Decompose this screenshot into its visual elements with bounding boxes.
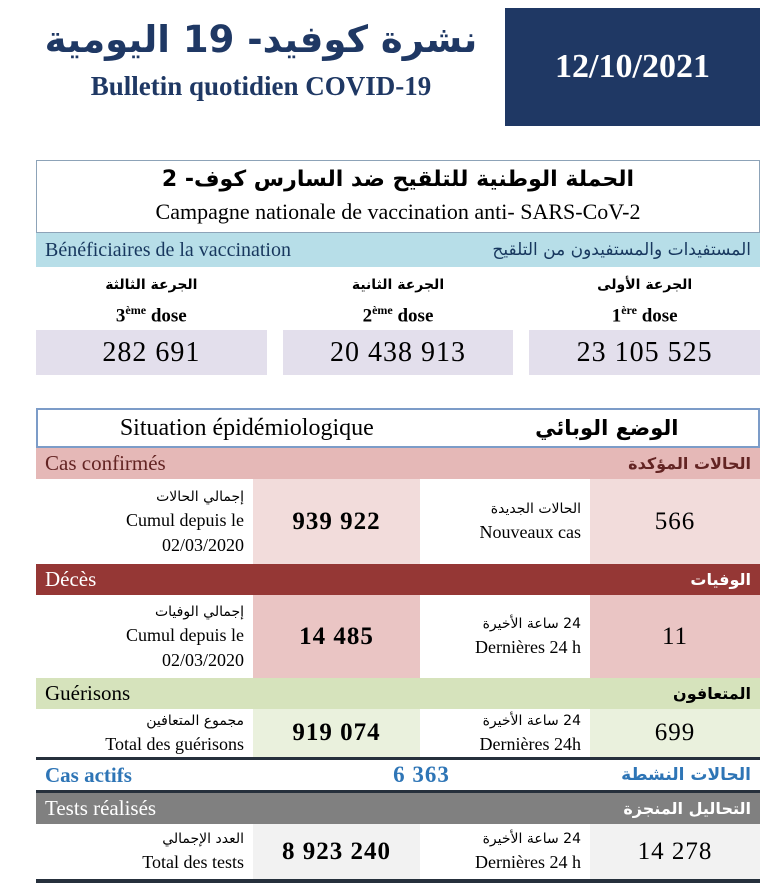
dose-headers (36, 273, 760, 327)
dose3-label-french: 3ème dose (115, 303, 187, 327)
deaths-band-label-arabic: الوفيات (690, 570, 751, 589)
active-value: 6 363 (393, 762, 450, 787)
deaths-total-label: إجمالي الوفيات Cumul depuis le 02/03/2020 (36, 595, 253, 678)
dose2-header (283, 273, 514, 329)
confirmed-band-label-french: Cas confirmés (45, 451, 166, 475)
active-label-arabic: الحالات النشطة (621, 765, 751, 785)
recovered-new-label: 24 ساعة الأخيرة Dernières 24h (420, 709, 590, 757)
epidemiology-section (36, 408, 760, 883)
vaccination-title-french: Campagne nationale de vaccination anti- SARS-CoV-2 (155, 199, 641, 224)
beneficiaries-label-french: Bénéficiaires de la vaccination (45, 238, 291, 261)
deaths-band (36, 564, 760, 595)
dose2-value: 20 438 913 (283, 330, 514, 375)
confirmed-band (36, 448, 760, 479)
tests-total-value: 8 923 240 (253, 824, 420, 879)
confirmed-new-label: الحالات الجديدة Nouveaux cas (420, 479, 590, 564)
situation-title-french: Situation épidémiologique (119, 414, 374, 441)
tests-band (36, 793, 760, 824)
dose-values (36, 330, 760, 375)
dose1-label-french: 1ère dose (611, 303, 678, 327)
dose1-value: 23 105 525 (529, 330, 760, 375)
confirmed-band-label-arabic: الحالات المؤكدة (628, 454, 751, 473)
bulletin-title-french: Bulletin quotidien COVID-19 (90, 71, 432, 102)
beneficiaries-band (36, 233, 760, 267)
tests-new-label: 24 ساعة الأخيرة Dernières 24 h (420, 824, 590, 879)
active-cases-row (36, 760, 760, 790)
dose1-header (529, 273, 760, 329)
tests-total-label: العدد الإجمالي Total des tests (36, 824, 253, 879)
recovered-total-label: مجموع المتعافين Total des guérisons (36, 709, 253, 757)
recovered-total-value: 919 074 (253, 709, 420, 757)
bulletin-date: 12/10/2021 (555, 48, 710, 85)
deaths-total-value: 14 485 (253, 595, 420, 678)
deaths-band-label-french: Décès (45, 567, 97, 591)
confirmed-new-value: 566 (590, 479, 760, 564)
tests-new-value: 14 278 (590, 824, 760, 879)
dose3-value: 282 691 (36, 330, 267, 375)
tests-band-label-arabic: التحاليل المنجزة (623, 799, 751, 818)
situation-title-box (36, 408, 760, 448)
active-label-french: Cas actifs (45, 762, 132, 787)
confirmed-row (36, 479, 760, 564)
vaccination-title-arabic: الحملة الوطنية للتلقيح ضد السارس كوف- 2 (161, 167, 635, 192)
confirmed-total-label: إجمالي الحالات Cumul depuis le 02/03/2020 (36, 479, 253, 564)
bulletin-header (0, 0, 768, 128)
confirmed-total-value: 939 922 (253, 479, 420, 564)
bottom-divider (36, 879, 760, 883)
tests-band-label-french: Tests réalisés (45, 796, 157, 820)
tests-row (36, 824, 760, 879)
recovered-band (36, 678, 760, 709)
date-badge (505, 8, 760, 126)
vaccination-title-box (36, 160, 760, 233)
dose3-header (36, 273, 267, 329)
dose2-label-arabic: الجرعة الثانية (351, 277, 445, 293)
situation-title-arabic: الوضع الوبائي (535, 416, 679, 440)
deaths-row (36, 595, 760, 678)
recovered-band-label-french: Guérisons (45, 681, 131, 705)
dose2-label-french: 2ème dose (362, 303, 434, 327)
recovered-band-label-arabic: المتعافون (673, 684, 751, 703)
dose1-label-arabic: الجرعة الأولى (597, 277, 693, 293)
dose3-label-arabic: الجرعة الثالثة (105, 277, 198, 293)
title-block (30, 8, 492, 102)
bulletin-title-arabic: نشرة كوفيد- 19 اليومية (44, 18, 478, 61)
vaccination-section (36, 160, 760, 375)
deaths-new-value: 11 (590, 595, 760, 678)
recovered-row (36, 709, 760, 757)
beneficiaries-label-arabic: المستفيدات والمستفيدون من التلقيح (492, 240, 751, 260)
deaths-new-label: 24 ساعة الأخيرة Dernières 24 h (420, 595, 590, 678)
recovered-new-value: 699 (590, 709, 760, 757)
